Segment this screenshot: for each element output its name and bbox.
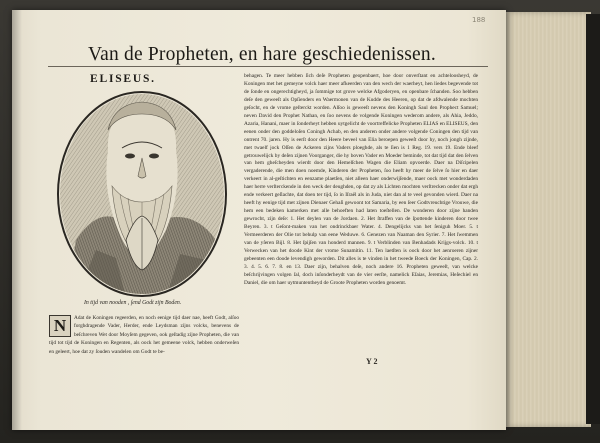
drop-cap: N: [49, 315, 71, 337]
page-number: 188: [472, 16, 486, 24]
page-title: Van de Propheten, en hare geschiedenissen.: [88, 44, 436, 65]
intro-paragraph: [49, 314, 239, 356]
page-edges: [505, 12, 591, 427]
signature-mark: Y 2: [366, 357, 378, 366]
edge-shadow: [586, 14, 600, 424]
page-gutter: [12, 10, 22, 430]
section-heading: ELISEUS.: [90, 73, 156, 85]
header-rule: [48, 66, 488, 67]
intro-text: Adat de Koningen regeerden, en noch eenige tijd daer nae, heeft Godt, alſoo forghdragende Vader, Herder, ende Leydsman zijns volcks, benevens de beſchreven Wet door Moyſem gegeven, ook geſtadig zijne Propheten, die van tijd tot tijd de Koningen en Regenten, als oock het gemeene volck, hebben onderweſen en geleert, hoe dat zy ſouden wandelen om Godt te be-: [49, 315, 239, 355]
portrait-caption: In tijd van nooden , ſend Godt zijn Boden.: [84, 300, 182, 306]
body-text: behagen. Te meer hebben ſich deſe Propheten geopenbaert, hoe door onverſtant en achteloosheyd, de Koningen met het gemeyne volck haer meer afkeerden van den wech der waerheyt, hen liedes begevende tot de ſonde en ongerechtigheyd, ja ſommige tot grove welcke Afgoderyen, en openbare ſchanden. Soo hebben deſe den geweeſt als Opſienders en Waermonen van de Kudde des Heeren, op dat de afdwalende mochten geſocht, en de vrome geſterckt worden. Alſoo is geweeſt nevens den Koningh Saul den Prophect Samuel; neven David den Prophet Nathan, en ſoo nevens de volgende Koningen wederom andere, als Ahia, Jeddo, Azaria, Hanani, maer in ſonderheyt hebben uytgelicht de voortreffelicke Propheten ELIAS en ELISEUS, den eenen onder den goddeloſen Coningh Achab, en den anderen onder andere volgende Coningen den tijd van ontrent 70. jaren. Hy is eerſt door den Heere beveel van Elia beroepen geweeſt door hy, noch jongh zijnde, met twaelf jock Oſſen de Ackeren zijns Vaders ploeghde, als te ſien is 1 Reg. 19. vers 19. Ende bleef getrouwelijck by deſen zijnen Voorganger, die hy boven Vader en Moeder beminde, tot dat tijd dat den ſelven van hem gheſcheyden wierdt door den Hemelſchen Wagen die Eliam opvoerde. Daer na Diſcipelen vergaderende, die men doen noemde, Kinderen der Propheten, ſoo heeft hy meer de ſelve ſo hier en daer verkeert in al-geſtichten en eenzame plaetſen, niet alleen haer onderwijſende, maer oock met wonderdaden haer herre verſterckende in den weck der deughden, op dat zy als Lichten mochten verſtrecken onder dat ergh ende verkeert geſlachte, dat doen ter tijd, ſo in Iſraël als in Juda, niet dan al te veel gevonden wierd. Daer na heeft hy eenige tijd met zijnen Dienaer Gehaſi gewoont tot Samaria, by een ſeer Godtvreuchtige Vrouwe, die hem een bedeken kamerken met alle behoeften had laten toeſtellen. De wonderen door zijne handen gewrocht, zijn deſe: 1. Het deylen van de Jordaen. 2. Het ſtraffen van de ſpottende kinderen door twee Beyren. 3. t Geſont-maken van het ondrinckbaer Water. 4. Dengelijcks van het ſeniguh Moer. 5. t Vermeerderen der Olie tot behulp van eene Weduwe. 6. Genezen van Naaman den Syrier. 7. Het ſwemmen van de yſeren Bijl. 8. Het ſpijſen van honderd mannen. 9. t Verblinden van Benhadads Krijgs-volck. 10. t Verwecken van het doode Kint der vrome Sunamitin. 11. Ten laetſten is oock door het aenroeren zijner gebeenten een doode levendigh geworden. Dit alles is te vinden in het tweede Boeck der Koningen, Cap. 2. 3. 4. 5. 6. 7. 8. en 13. Daer zijn, behalven deſe, noch andere 16. Propheten geweeſt, van welcke beſchrijvingen volgen ſal, doch inſonderheydt van de vier eerſte, namelick Eſaias, Jeremias, Heſechiel en Daniel, die om haer uytmuntentheyd de Groote Propheten worden genoemt.: [244, 73, 478, 286]
portrait-engraving: [56, 90, 228, 298]
